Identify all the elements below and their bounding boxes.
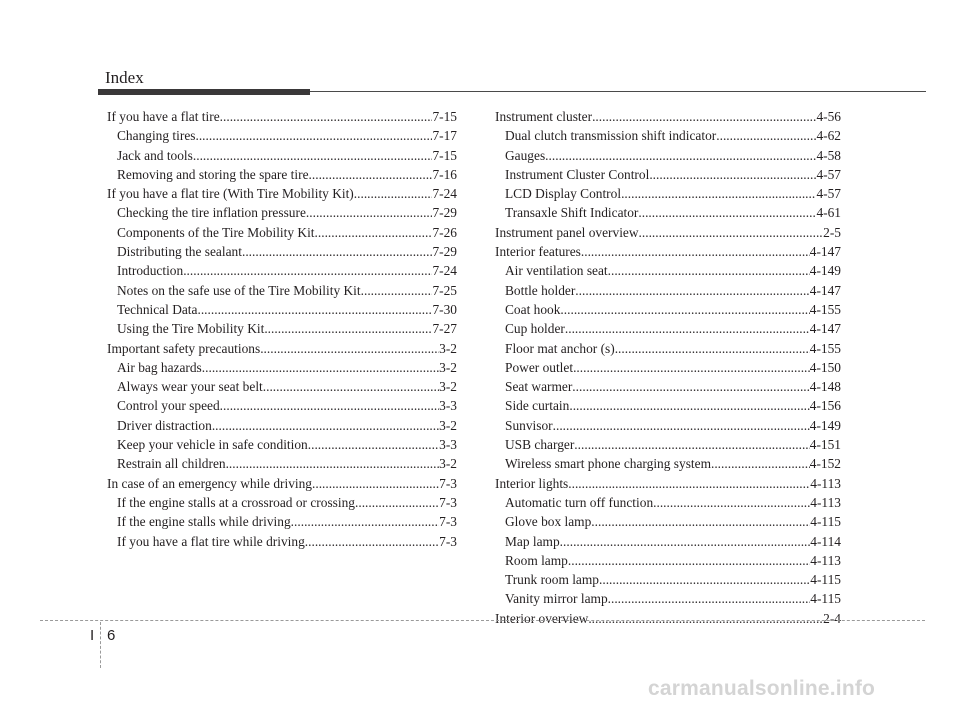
index-entry-page: 3-3 — [439, 398, 457, 414]
dot-leader — [361, 281, 433, 300]
index-entry-page: 2-5 — [823, 224, 841, 240]
page-title: Index — [105, 68, 144, 87]
index-entry-term: Sunvisor — [505, 417, 553, 433]
index-entry-page: 7-29 — [432, 205, 457, 221]
index-entry-page: 3-2 — [439, 340, 457, 356]
index-entry — [107, 377, 457, 396]
index-entry-page: 4-115 — [810, 591, 841, 607]
index-entry-term: Side curtain — [505, 398, 570, 414]
dot-leader — [581, 242, 810, 261]
index-entry — [495, 416, 841, 435]
index-entry — [495, 454, 841, 473]
dot-leader — [553, 416, 810, 435]
index-entry-page: 7-15 — [432, 147, 457, 163]
index-entry — [495, 609, 841, 628]
dot-leader — [572, 377, 809, 396]
header-rule — [310, 91, 926, 92]
index-entry-page: 7-15 — [432, 109, 457, 124]
index-entry — [495, 358, 841, 377]
index-entry — [495, 435, 841, 454]
index-entry — [495, 532, 841, 551]
index-entry-page: 3-2 — [439, 359, 457, 375]
index-entry — [495, 203, 841, 222]
index-entry-term: Bottle holder — [505, 282, 576, 298]
index-entry — [107, 358, 457, 377]
dot-leader — [306, 203, 433, 222]
index-entry-term: Instrument cluster — [495, 109, 593, 124]
index-entry-page: 7-16 — [432, 166, 457, 182]
dot-leader — [264, 319, 432, 338]
index-entry — [495, 589, 841, 608]
footer-dashed-divider — [100, 622, 101, 668]
index-entry-page: 7-25 — [432, 282, 457, 298]
index-entry-page: 7-24 — [432, 186, 457, 202]
index-entry-term: In case of an emergency while driving — [107, 475, 312, 491]
index-entry — [107, 493, 457, 512]
dot-leader — [312, 474, 439, 493]
index-entry — [107, 107, 457, 126]
index-entry-page: 4-115 — [810, 572, 841, 588]
index-entry-page: 4-147 — [809, 244, 841, 260]
index-entry-term: Instrument Cluster Control — [505, 166, 650, 182]
index-entry-page: 4-57 — [816, 166, 841, 182]
index-entry-term: Gauges — [505, 147, 546, 163]
dot-leader — [568, 474, 810, 493]
index-entry-page: 3-2 — [439, 456, 457, 472]
dot-leader — [569, 396, 809, 415]
index-entry — [495, 242, 841, 261]
index-entry — [107, 146, 457, 165]
dot-leader — [591, 512, 810, 531]
dot-leader — [263, 377, 439, 396]
index-entry-term: LCD Display Control — [505, 186, 622, 202]
index-entry-term: USB charger — [505, 437, 575, 453]
dot-leader — [615, 339, 810, 358]
index-entry-page: 4-149 — [809, 417, 841, 433]
dot-leader — [212, 416, 439, 435]
index-entry-term: Transaxle Shift Indicator — [505, 205, 639, 221]
index-entry-page: 4-57 — [816, 186, 841, 202]
index-entry-term: Seat warmer — [505, 379, 573, 395]
dot-leader — [202, 358, 439, 377]
index-entry-term: Wireless smart phone charging system — [505, 456, 711, 472]
index-entry-page: 7-3 — [439, 514, 457, 530]
index-entry-term: Air bag hazards — [117, 359, 202, 375]
index-entry-term: Distributing the sealant — [117, 244, 242, 260]
dot-leader — [592, 107, 816, 126]
dot-leader — [291, 512, 439, 531]
index-entry-page: 4-113 — [810, 475, 841, 491]
dot-leader — [308, 435, 439, 454]
index-entry-term: Power outlet — [505, 359, 574, 375]
index-entry — [495, 474, 841, 493]
dot-leader — [575, 281, 809, 300]
dot-leader — [355, 493, 439, 512]
index-entry — [495, 107, 841, 126]
index-entry — [107, 242, 457, 261]
dot-leader — [195, 126, 432, 145]
index-entry-term: Changing tires — [117, 128, 196, 144]
index-entry-term: Trunk room lamp — [505, 572, 599, 588]
index-entry-term: If the engine stalls at a crossroad or crossing — [117, 494, 355, 510]
index-entry-term: If you have a flat tire while driving — [117, 533, 305, 549]
index-entry-page: 7-26 — [432, 224, 457, 240]
index-entry-page: 7-30 — [432, 301, 457, 317]
dot-leader — [560, 300, 809, 319]
index-entry — [495, 570, 841, 589]
index-entry-term: Dual clutch transmission shift indicator — [505, 128, 717, 144]
index-entry — [107, 203, 457, 222]
index-entry — [107, 512, 457, 531]
index-entry-term: If the engine stalls while driving — [117, 514, 291, 530]
index-entry-page: 4-155 — [809, 301, 841, 317]
index-entry-term: Vanity mirror lamp — [505, 591, 608, 607]
dot-leader — [588, 609, 823, 628]
dot-leader — [608, 589, 811, 608]
index-entry-term: Driver distraction — [117, 417, 212, 433]
index-entry-page: 4-113 — [810, 552, 841, 568]
dot-leader — [621, 184, 816, 203]
dot-leader — [608, 261, 810, 280]
index-column-left — [107, 107, 457, 551]
index-entry-term: Floor mat anchor (s) — [505, 340, 615, 356]
index-entry-term: Checking the tire inflation pressure — [117, 205, 306, 221]
index-entry-page: 4-61 — [816, 205, 841, 221]
index-entry-term: If you have a flat tire — [107, 109, 220, 124]
dot-leader — [183, 261, 432, 280]
index-entry — [107, 223, 457, 242]
index-entry-page: 7-29 — [432, 244, 457, 260]
dot-leader — [568, 551, 810, 570]
index-entry — [107, 300, 457, 319]
index-entry — [495, 281, 841, 300]
dot-leader — [653, 493, 810, 512]
index-entry-page: 4-149 — [809, 263, 841, 279]
index-entry-page: 4-152 — [809, 456, 841, 472]
index-entry — [495, 165, 841, 184]
index-entry — [107, 396, 457, 415]
index-entry-page: 4-56 — [816, 109, 841, 124]
index-entry — [107, 474, 457, 493]
index-entry-term: Interior overview — [495, 610, 589, 626]
index-entry-page: 7-3 — [439, 475, 457, 491]
index-entry-term: Removing and storing the spare tire — [117, 166, 309, 182]
index-entry-term: Keep your vehicle in safe condition — [117, 437, 308, 453]
index-entry-page: 4-114 — [810, 533, 841, 549]
dot-leader — [197, 300, 432, 319]
index-entry-page: 4-113 — [810, 494, 841, 510]
index-entry-page: 4-155 — [809, 340, 841, 356]
index-entry — [495, 551, 841, 570]
dot-leader — [220, 396, 439, 415]
watermark-text: carmanualsonline.info — [648, 677, 876, 700]
index-entry-page: 4-58 — [816, 147, 841, 163]
index-entry-page: 4-147 — [809, 282, 841, 298]
index-entry-term: Control your speed — [117, 398, 220, 414]
index-entry-page: 7-27 — [432, 321, 457, 337]
dot-leader — [315, 223, 433, 242]
dot-leader — [638, 203, 816, 222]
page-number: 6 — [107, 627, 116, 644]
dot-leader — [242, 242, 432, 261]
index-entry-term: Jack and tools — [117, 147, 193, 163]
index-entry-page: 4-151 — [809, 437, 841, 453]
index-entry-page: 4-115 — [810, 514, 841, 530]
dot-leader — [716, 126, 816, 145]
footer-dashed-rule — [40, 620, 925, 621]
index-entry — [107, 532, 457, 551]
index-entry-term: Automatic turn off function — [505, 494, 654, 510]
index-column-right — [495, 107, 841, 628]
index-entry-term: Technical Data — [117, 301, 198, 317]
index-entry — [495, 377, 841, 396]
index-entry — [107, 126, 457, 145]
index-entry-term: Coat hook — [505, 301, 561, 317]
index-entry — [107, 165, 457, 184]
dot-leader — [711, 454, 810, 473]
index-entry-page: 7-3 — [439, 533, 457, 549]
index-entry-page: 2-4 — [823, 610, 841, 626]
index-entry-page: 3-2 — [439, 379, 457, 395]
index-entry-term: Instrument panel overview — [495, 224, 639, 240]
index-entry — [107, 184, 457, 203]
index-entry — [107, 454, 457, 473]
dot-leader — [639, 223, 824, 242]
index-entry-page: 4-156 — [809, 398, 841, 414]
index-entry-term: If you have a flat tire (With Tire Mobility Kit) — [107, 186, 354, 202]
index-entry-page: 4-147 — [809, 321, 841, 337]
index-entry — [107, 435, 457, 454]
index-entry — [495, 261, 841, 280]
dot-leader — [599, 570, 810, 589]
dot-leader — [574, 435, 809, 454]
dot-leader — [649, 165, 816, 184]
index-entry — [495, 493, 841, 512]
index-entry — [495, 300, 841, 319]
header-accent-bar — [98, 89, 310, 95]
index-entry-term: Using the Tire Mobility Kit — [117, 321, 265, 337]
dot-leader — [305, 532, 439, 551]
index-entry-page: 4-148 — [809, 379, 841, 395]
index-entry — [495, 339, 841, 358]
index-entry-term: Cup holder — [505, 321, 565, 337]
dot-leader — [220, 107, 433, 126]
index-entry — [107, 339, 457, 358]
index-entry-page: 4-62 — [816, 128, 841, 144]
index-entry — [107, 281, 457, 300]
index-entry-page: 7-3 — [439, 494, 457, 510]
index-entry — [495, 223, 841, 242]
dot-leader — [545, 146, 816, 165]
index-entry — [107, 261, 457, 280]
index-entry — [495, 512, 841, 531]
index-entry-term: Room lamp — [505, 552, 568, 568]
index-entry — [495, 146, 841, 165]
index-entry — [107, 319, 457, 338]
index-entry-page: 7-24 — [432, 263, 457, 279]
dot-leader — [193, 146, 433, 165]
index-entry-page: 7-17 — [432, 128, 457, 144]
dot-leader — [226, 454, 440, 473]
index-entry-page: 3-2 — [439, 417, 457, 433]
index-entry — [495, 184, 841, 203]
dot-leader — [565, 319, 810, 338]
index-entry — [495, 319, 841, 338]
index-entry-term: Interior lights — [495, 475, 569, 491]
index-entry — [495, 126, 841, 145]
index-entry-term: Notes on the safe use of the Tire Mobility Kit — [117, 282, 361, 298]
section-letter: I — [90, 627, 95, 644]
dot-leader — [560, 532, 811, 551]
index-entry-term: Always wear your seat belt — [117, 379, 263, 395]
index-entry-page: 4-150 — [809, 359, 841, 375]
index-entry — [495, 396, 841, 415]
index-entry-page: 3-3 — [439, 437, 457, 453]
index-entry — [107, 416, 457, 435]
index-entry-term: Introduction — [117, 263, 184, 279]
index-entry-term: Components of the Tire Mobility Kit — [117, 224, 315, 240]
index-entry-term: Map lamp — [505, 533, 560, 549]
index-entry-term: Glove box lamp — [505, 514, 592, 530]
index-entry-term: Restrain all children — [117, 456, 226, 472]
dot-leader — [260, 339, 439, 358]
dot-leader — [573, 358, 810, 377]
index-entry-term: Air ventilation seat — [505, 263, 608, 279]
dot-leader — [309, 165, 433, 184]
dot-leader — [354, 184, 433, 203]
index-entry-term: Important safety precautions — [107, 340, 261, 356]
index-entry-term: Interior features — [495, 244, 581, 260]
